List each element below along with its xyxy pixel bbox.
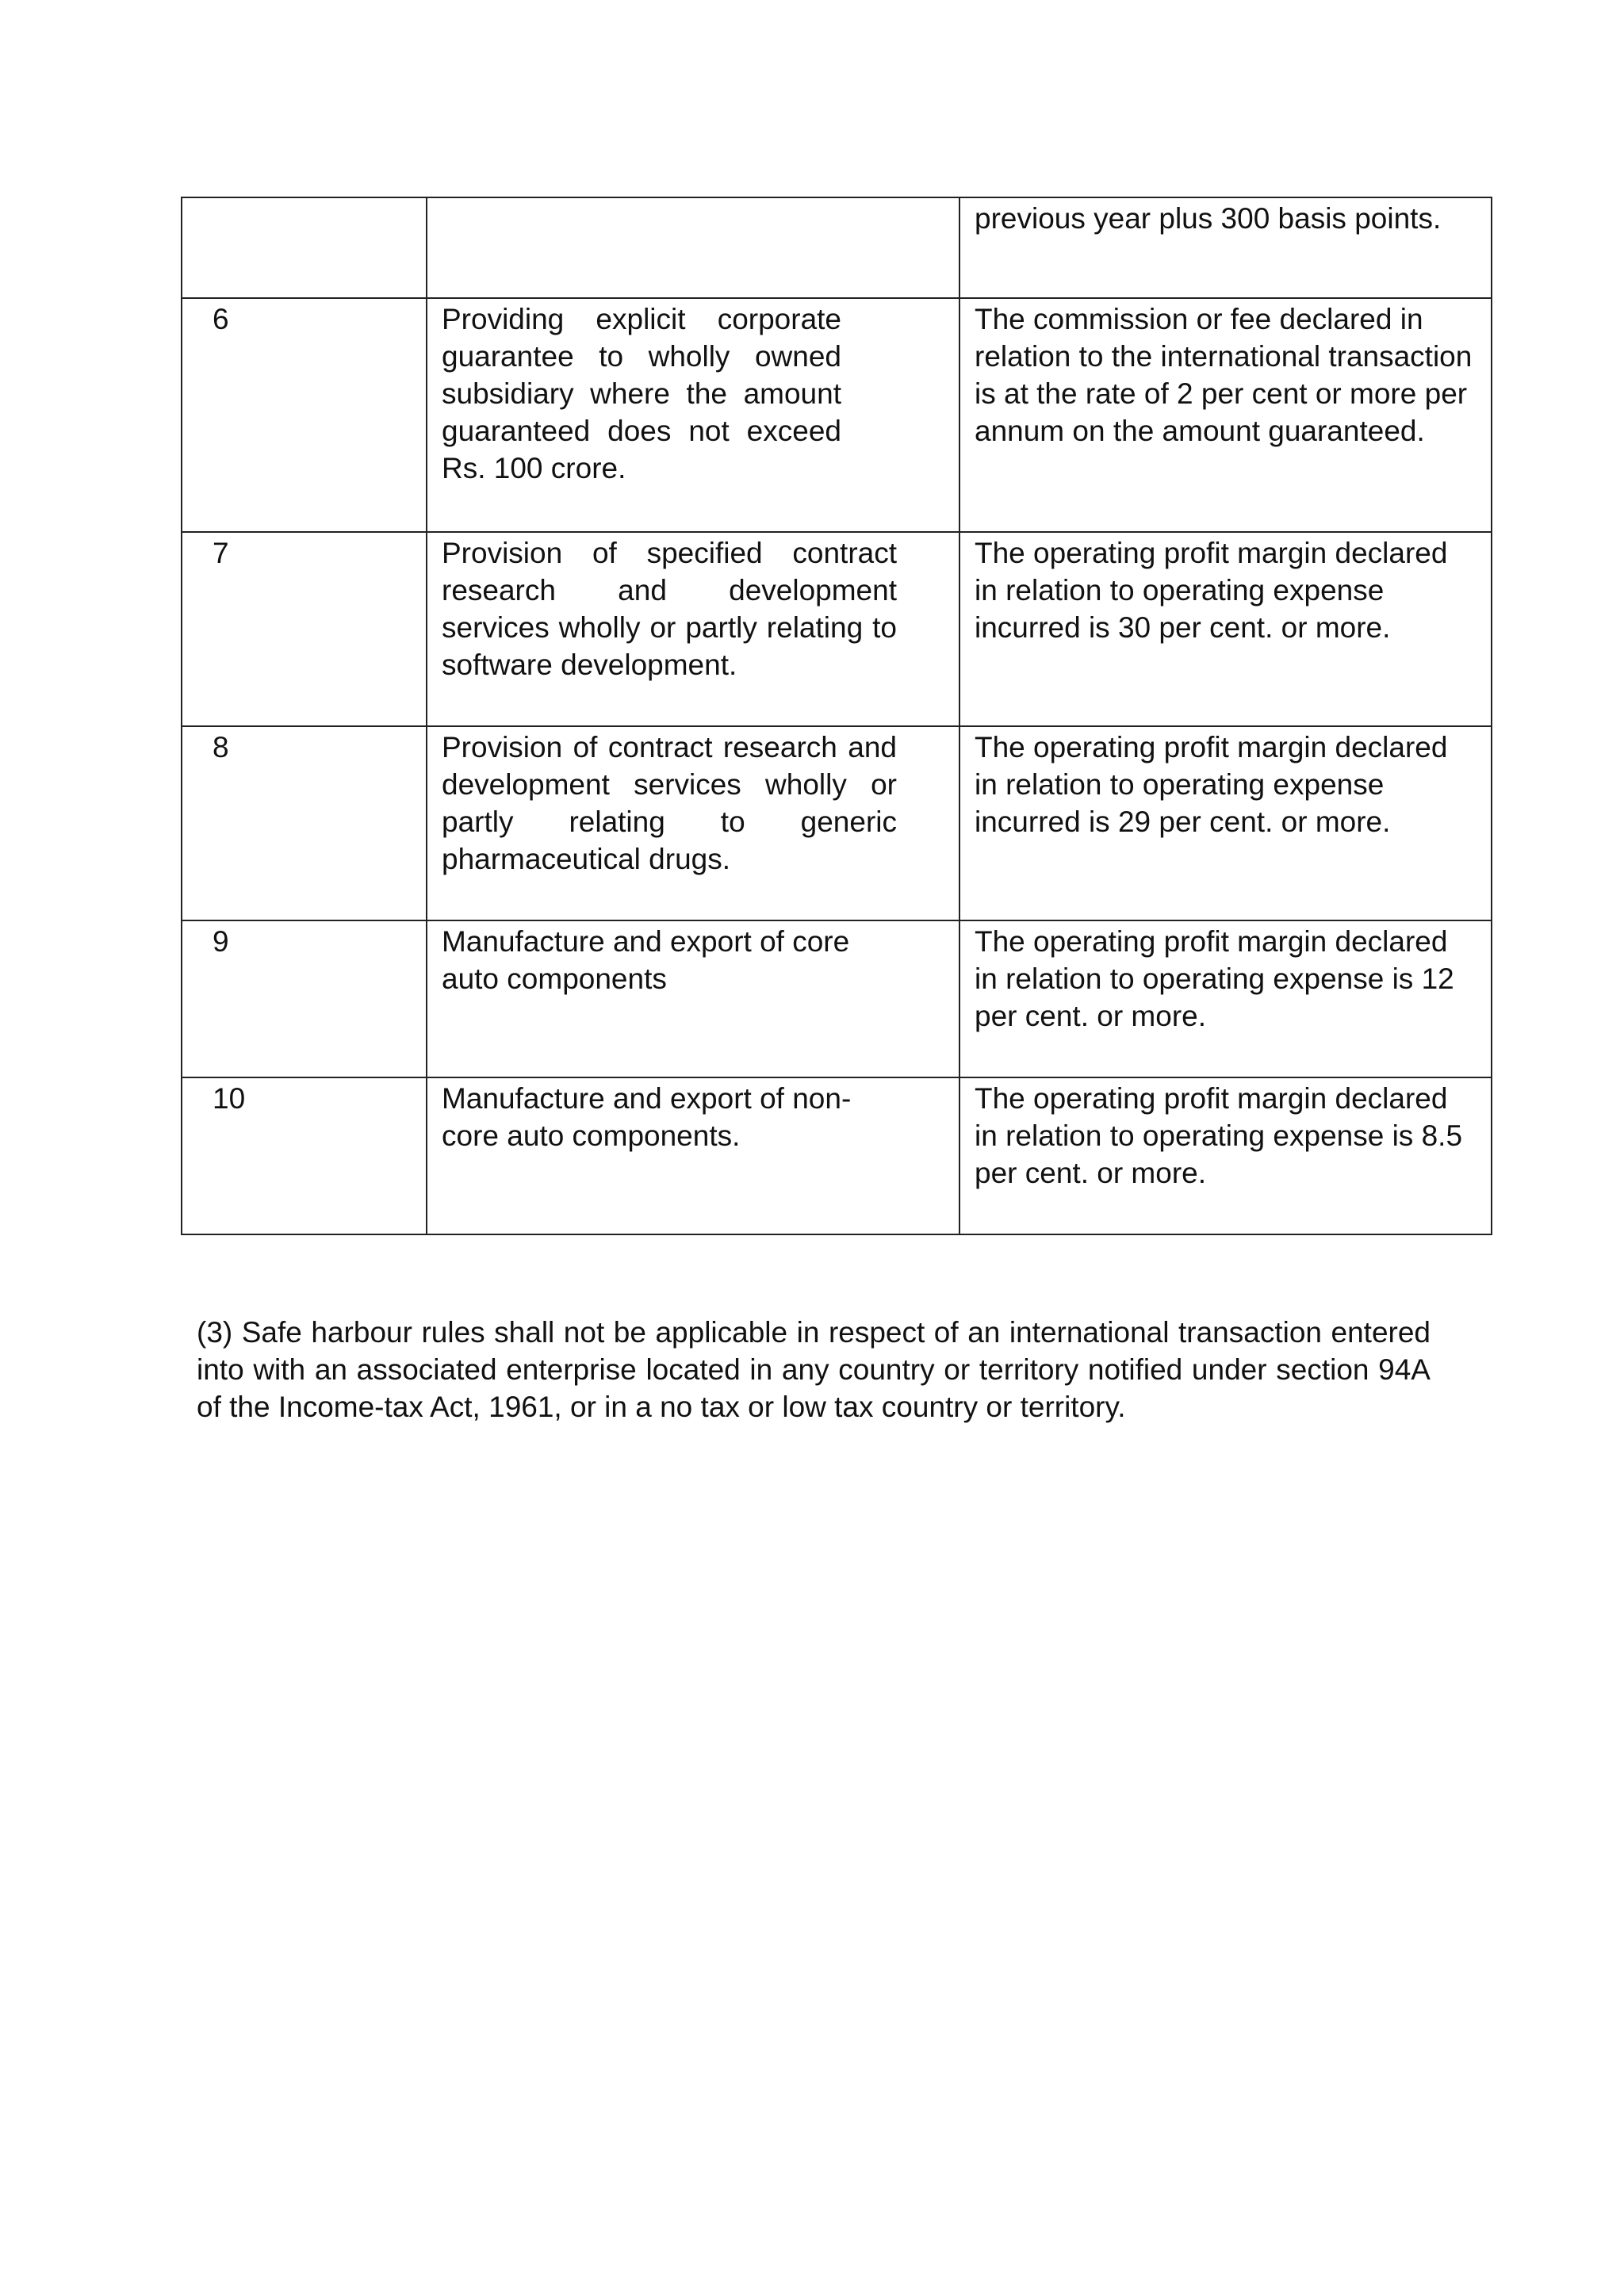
transaction-cell: Provision of contract research and development services wholly or partly relating to generic pharmaceutical drugs. [427, 726, 959, 920]
table-row [182, 726, 1492, 920]
serial-number-cell: 7 [182, 532, 427, 726]
circumstance-cell: The operating profit margin declared in relation to operating expense incurred is 29 per cent. or more. [959, 726, 1492, 920]
circumstance-cell: previous year plus 300 basis points. [959, 197, 1492, 298]
circumstance-cell: The operating profit margin declared in relation to operating expense is 12 per cent. or more. [959, 920, 1492, 1077]
circumstance-cell: The operating profit margin declared in relation to operating expense is 8.5 per cent. or more. [959, 1077, 1492, 1234]
transaction-cell: Manufacture and export of non- core auto components. [427, 1077, 959, 1234]
serial-number-cell: 9 [182, 920, 427, 1077]
serial-number-cell [182, 197, 427, 298]
serial-number-cell: 6 [182, 298, 427, 532]
transaction-cell [427, 197, 959, 298]
table-row [182, 920, 1492, 1077]
serial-number-cell: 8 [182, 726, 427, 920]
table-row [182, 197, 1492, 298]
transaction-cell: Provision of specified contract research and development services wholly or partly relating to software development. [427, 532, 959, 726]
table-row [182, 298, 1492, 532]
safe-harbour-table [181, 197, 1492, 1235]
serial-number-cell: 10 [182, 1077, 427, 1234]
table-row [182, 1077, 1492, 1234]
transaction-cell: Providing explicit corporate guarantee to wholly owned subsidiary where the amount guaranteed does not exceed Rs. 100 crore. [427, 298, 959, 532]
circumstance-cell: The commission or fee declared in relation to the international transaction is at the rate of 2 per cent or more per annum on the amount guaranteed. [959, 298, 1492, 532]
table-row [182, 532, 1492, 726]
safe-harbour-exclusion-paragraph: (3) Safe harbour rules shall not be applicable in respect of an international transaction entered into with an associated enterprise located in any country or territory notified under section 94A of the Income-tax Act, 1961, or in a no tax or low tax country or territory. [197, 1316, 1431, 1423]
transaction-cell: Manufacture and export of core auto components [427, 920, 959, 1077]
circumstance-cell: The operating profit margin declared in relation to operating expense incurred is 30 per cent. or more. [959, 532, 1492, 726]
